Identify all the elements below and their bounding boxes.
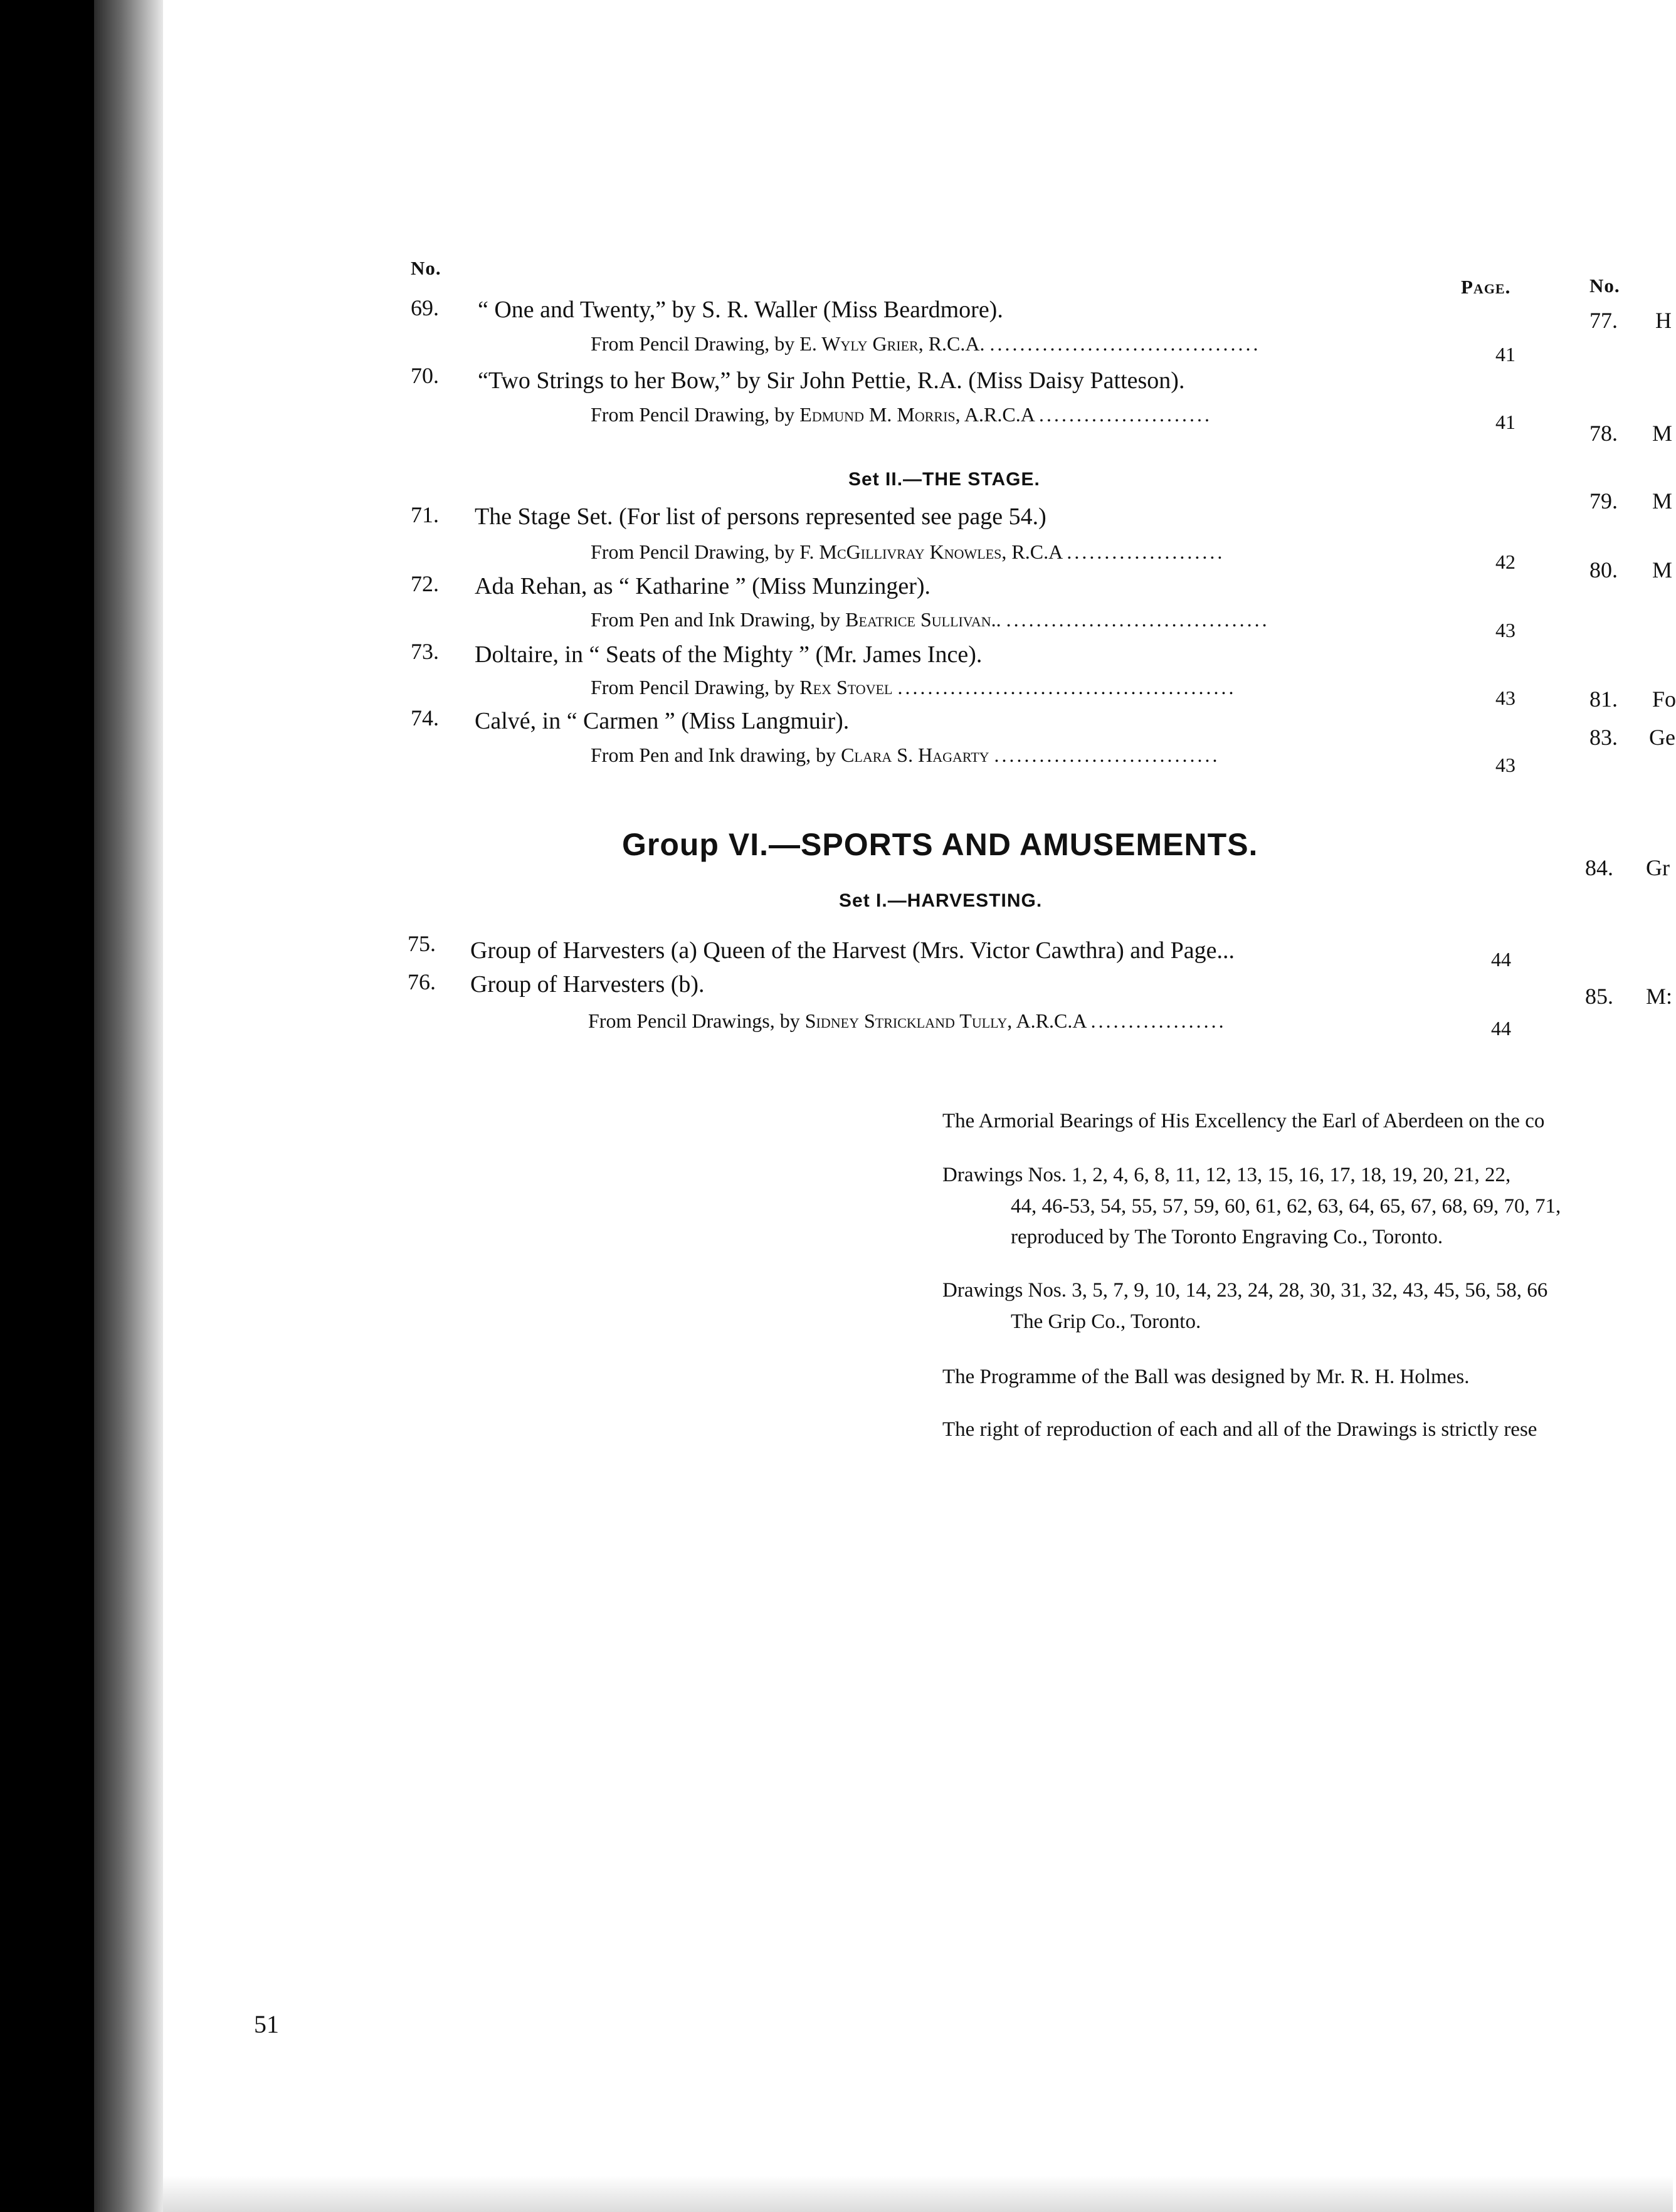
entry-title: “Two Strings to her Bow,” by Sir John Pettie, R.A. (Miss Daisy Patteson). xyxy=(478,367,1185,394)
rights-note: The right of reproduction of each and all of the Drawings is strictly rese xyxy=(942,1418,1537,1441)
right-entry-fragment: Gr xyxy=(1646,855,1670,880)
set-heading: Set I.—HARVESTING. xyxy=(839,890,1043,911)
entry-title: Calvé, in “ Carmen ” (Miss Langmuir). xyxy=(475,708,850,734)
entry-number: 70. xyxy=(411,363,439,388)
toronto-engraving-note-cont: reproduced by The Toronto Engraving Co., Toronto. xyxy=(1011,1226,1443,1248)
toronto-engraving-note-cont: 44, 46-53, 54, 55, 57, 59, 60, 61, 62, 63, 64, 65, 67, 68, 69, 70, 71, xyxy=(1011,1195,1561,1218)
page-ref: 43 xyxy=(1495,619,1515,641)
page-ref: 42 xyxy=(1495,550,1515,573)
right-entry-fragment: M: xyxy=(1646,984,1673,1009)
entry-attribution: From Pencil Drawings, by Sidney Strickland Tully, A.R.C.A .................. xyxy=(588,1009,1226,1032)
entry-number: 74. xyxy=(411,705,439,730)
scan-bottom-shadow xyxy=(163,2176,1673,2212)
toronto-engraving-note: Drawings Nos. 1, 2, 4, 6, 8, 11, 12, 13, 15, 16, 17, 18, 19, 20, 21, 22, xyxy=(942,1164,1511,1186)
right-entry-fragment: M xyxy=(1652,421,1673,446)
no-column-header: No. xyxy=(411,257,441,279)
no-column-header-right: No. xyxy=(1589,275,1620,297)
right-entry-fragment: M xyxy=(1652,557,1673,582)
entry-attribution: From Pencil Drawing, by F. McGillivray Knowles, R.C.A ..................... xyxy=(591,540,1225,563)
page-number: 51 xyxy=(254,2010,279,2038)
right-entry-number: 77. xyxy=(1589,308,1618,333)
armorial-note: The Armorial Bearings of His Excellency the Earl of Aberdeen on the co xyxy=(942,1110,1545,1132)
page-ref: 43 xyxy=(1495,754,1515,776)
scan-dark-edge xyxy=(0,0,94,2212)
right-entry-fragment: Fo xyxy=(1652,687,1676,712)
set-heading: Set II.—THE STAGE. xyxy=(848,469,1040,490)
page-ref: 41 xyxy=(1495,343,1515,366)
entry-title: Group of Harvesters (a) Queen of the Harvest (Mrs. Victor Cawthra) and Page... xyxy=(470,937,1235,964)
right-entry-number: 81. xyxy=(1589,687,1618,712)
right-entry-number: 83. xyxy=(1589,725,1618,750)
entry-attribution: From Pencil Drawing, by Rex Stovel ............................................. xyxy=(591,676,1236,698)
entry-title: Ada Rehan, as “ Katharine ” (Miss Munzinger). xyxy=(475,573,931,599)
right-entry-fragment: H xyxy=(1655,308,1672,333)
entry-attribution: From Pen and Ink Drawing, by Beatrice Sullivan.. ................................... xyxy=(591,608,1270,631)
entry-attribution: From Pen and Ink drawing, by Clara S. Hagarty .............................. xyxy=(591,744,1220,766)
entry-attribution: From Pencil Drawing, by E. Wyly Grier, R.C.A. .................................... xyxy=(591,332,1261,355)
entry-attribution: From Pencil Drawing, by Edmund M. Morris, A.R.C.A ....................... xyxy=(591,403,1213,426)
right-entry-number: 80. xyxy=(1589,557,1618,582)
grip-note: Drawings Nos. 3, 5, 7, 9, 10, 14, 23, 24, 28, 30, 31, 32, 43, 45, 56, 58, 66 xyxy=(942,1279,1548,1302)
right-entry-fragment: Ge xyxy=(1649,725,1675,750)
right-entry-fragment: M xyxy=(1652,488,1673,514)
entry-number: 72. xyxy=(411,571,439,596)
entry-number: 73. xyxy=(411,639,439,664)
grip-note-cont: The Grip Co., Toronto. xyxy=(1011,1310,1201,1333)
entry-number: 71. xyxy=(411,502,439,527)
page-ref: 44 xyxy=(1491,948,1511,971)
right-entry-number: 78. xyxy=(1589,421,1618,446)
entry-title: Group of Harvesters (b). xyxy=(470,971,705,998)
entry-number: 76. xyxy=(408,969,436,994)
right-entry-number: 85. xyxy=(1585,984,1613,1009)
page-ref: 41 xyxy=(1495,411,1515,433)
right-entry-number: 79. xyxy=(1589,488,1618,514)
entry-title: The Stage Set. (For list of persons represented see page 54.) xyxy=(475,503,1046,530)
right-entry-number: 84. xyxy=(1585,855,1613,880)
page-column-header: Page. xyxy=(1461,276,1511,298)
scan-binding-shadow xyxy=(94,0,163,2212)
programme-note: The Programme of the Ball was designed by Mr. R. H. Holmes. xyxy=(942,1366,1470,1388)
page-ref: 43 xyxy=(1495,687,1515,709)
group-heading: Group VI.—SPORTS AND AMUSEMENTS. xyxy=(622,827,1258,862)
entry-title: Doltaire, in “ Seats of the Mighty ” (Mr. James Ince). xyxy=(475,641,983,668)
entry-number: 69. xyxy=(411,295,439,320)
page-ref: 44 xyxy=(1491,1017,1511,1040)
entry-number: 75. xyxy=(408,931,436,956)
entry-title: “ One and Twenty,” by S. R. Waller (Miss Beardmore). xyxy=(478,297,1003,323)
